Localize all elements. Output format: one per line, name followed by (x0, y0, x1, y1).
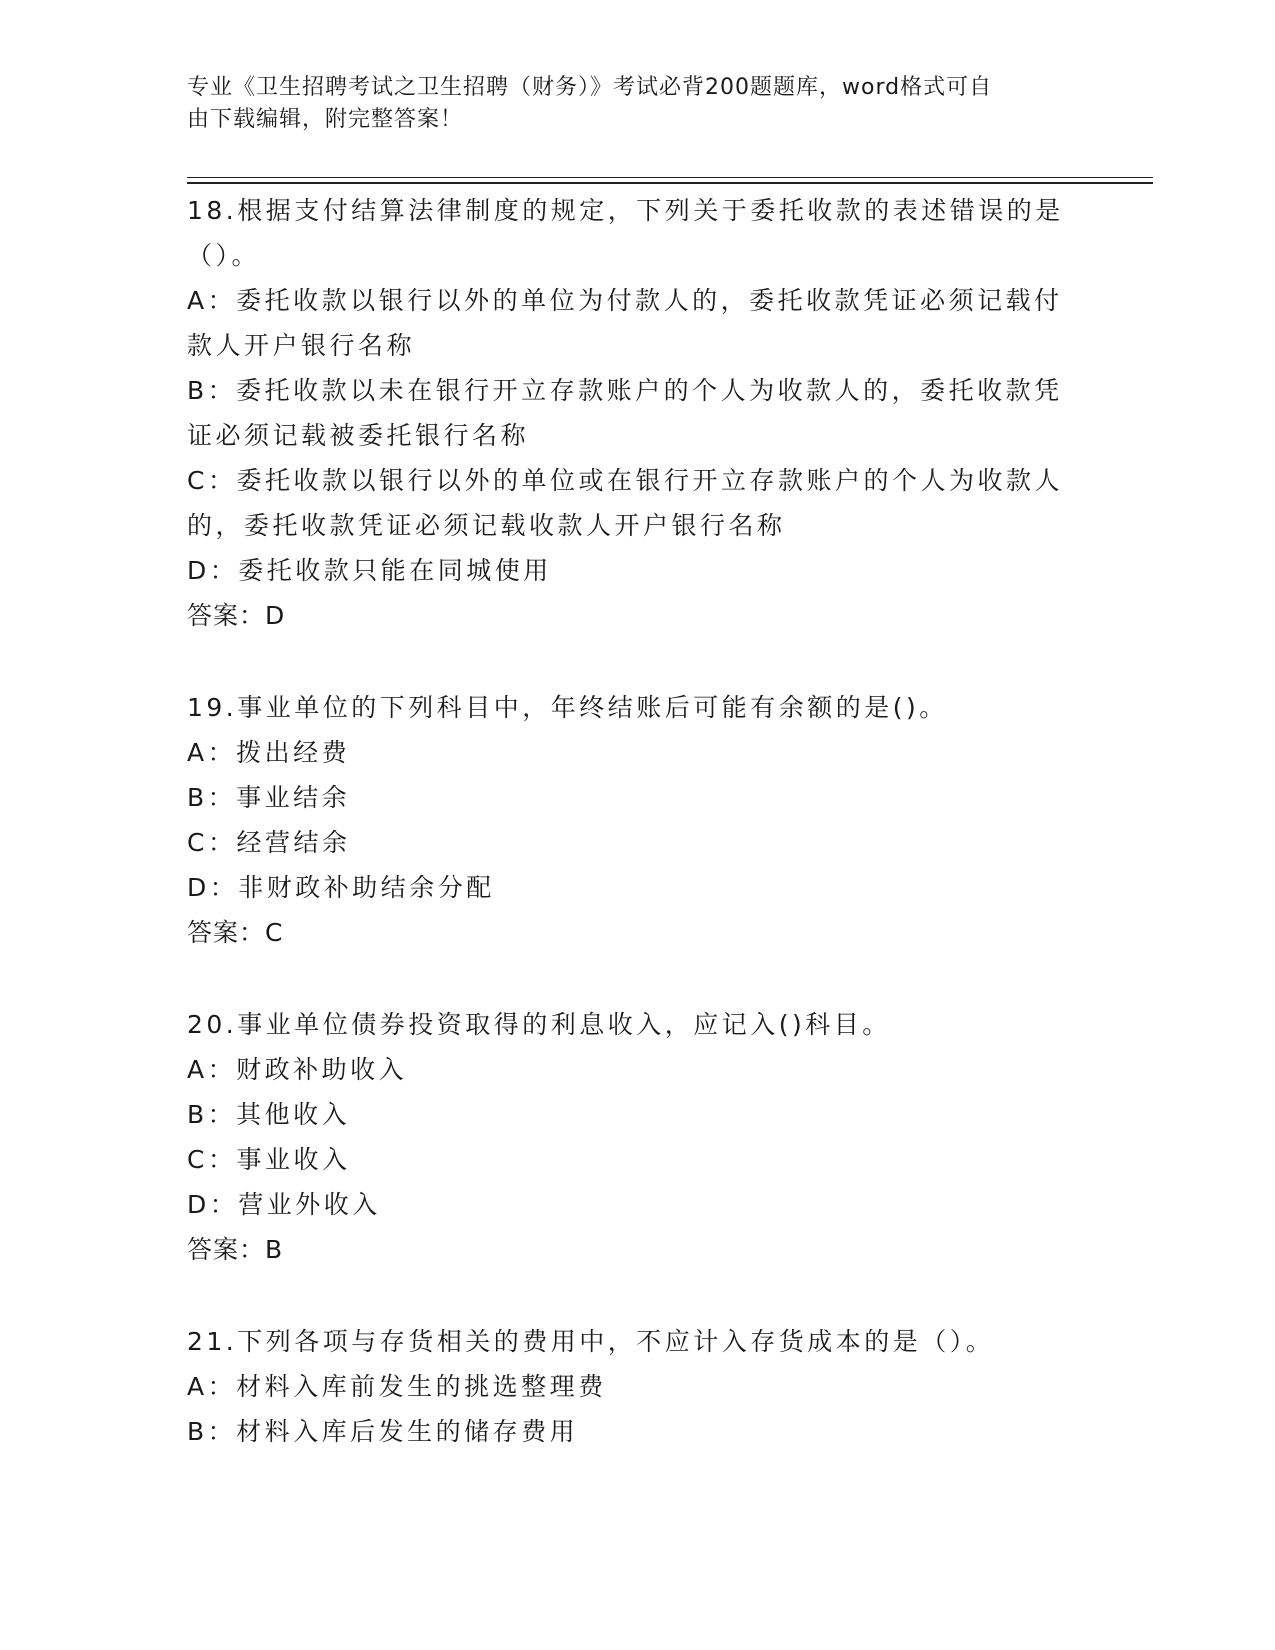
answer: 答案：C (187, 918, 284, 947)
option-c: C：事业收入 (187, 1145, 351, 1174)
question-19 (187, 685, 1087, 955)
option-c: C：委托收款以银行以外的单位或在银行开立存款账户的个人为收款人 (187, 466, 1063, 495)
option-c: C：经营结余 (187, 828, 351, 857)
spacer (187, 1272, 1087, 1319)
question-stem: 19.事业单位的下列科目中，年终结账后可能有余额的是()。 (187, 693, 948, 722)
option-b-continued: 证必须记载被委托银行名称 (187, 421, 530, 450)
option-b: B：其他收入 (187, 1100, 351, 1129)
spacer (187, 638, 1087, 685)
option-a: A：拨出经费 (187, 738, 351, 767)
question-stem: 21.下列各项与存货相关的费用中，不应计入存货成本的是（）。 (187, 1327, 995, 1356)
question-list (187, 188, 1087, 1454)
header-divider-thick (187, 182, 1153, 184)
option-d: D：非财政补助结余分配 (187, 873, 495, 902)
header-line-1: 专业《卫生招聘考试之卫生招聘（财务）》考试必背200题题库，word格式可自 (187, 75, 993, 100)
option-c-continued: 的，委托收款凭证必须记载收款人开户银行名称 (187, 511, 786, 540)
header-divider-thin (187, 177, 1153, 178)
question-stem-continued: （）。 (187, 241, 261, 270)
option-d: D：营业外收入 (187, 1190, 381, 1219)
header-line-2: 由下载编辑，附完整答案！ (187, 107, 464, 132)
answer: 答案：B (187, 1235, 284, 1264)
question-21 (187, 1319, 1087, 1454)
question-stem: 20.事业单位债券投资取得的利息收入，应记入()科目。 (187, 1010, 891, 1039)
question-20 (187, 1002, 1087, 1272)
option-a-continued: 款人开户银行名称 (187, 331, 416, 360)
option-b: B：委托收款以未在银行开立存款账户的个人为收款人的，委托收款凭 (187, 376, 1063, 405)
option-b: B：材料入库后发生的储存费用 (187, 1417, 579, 1446)
option-a: A：财政补助收入 (187, 1055, 408, 1084)
option-a: A：委托收款以银行以外的单位为付款人的，委托收款凭证必须记载付 (187, 286, 1063, 315)
option-d: D：委托收款只能在同城使用 (187, 556, 552, 585)
option-b: B：事业结余 (187, 783, 351, 812)
document-header (187, 72, 1067, 136)
option-a: A：材料入库前发生的挑选整理费 (187, 1372, 607, 1401)
spacer (187, 955, 1087, 1002)
question-18 (187, 188, 1087, 638)
answer: 答案：D (187, 601, 286, 630)
question-stem: 18.根据支付结算法律制度的规定，下列关于委托收款的表述错误的是 (187, 196, 1064, 225)
